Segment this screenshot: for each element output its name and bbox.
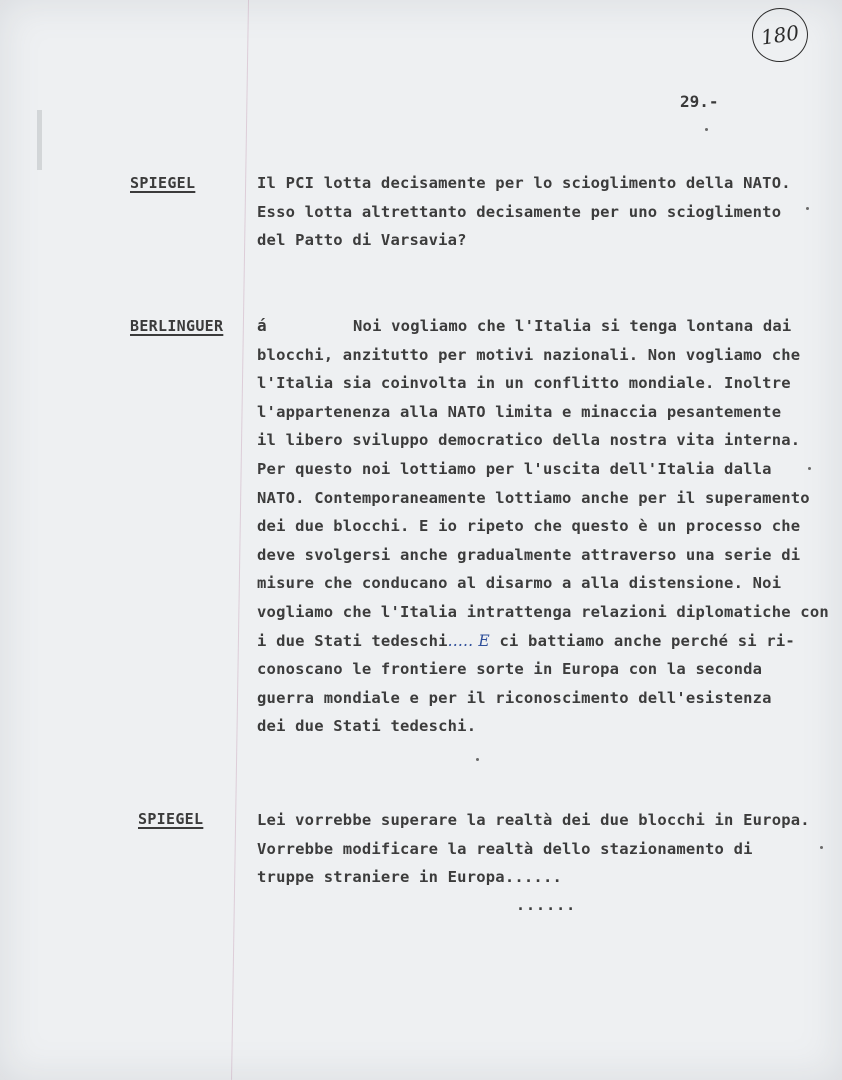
text-line: Vorrebbe modificare la realtà dello stazionamento di bbox=[257, 839, 753, 858]
margin-line bbox=[231, 0, 249, 1080]
text-line: truppe straniere in Europa...... bbox=[257, 868, 563, 887]
text-line: l'Italia sia coinvolta in un conflitto mondiale. Inoltre bbox=[257, 374, 791, 393]
archive-number: 180 bbox=[759, 20, 801, 50]
text-line: Il PCI lotta decisamente per lo scioglimento della NATO. bbox=[257, 174, 791, 192]
text-segment: ci battiamo anche perché si ri- bbox=[489, 631, 795, 650]
archive-number-stamp bbox=[749, 4, 812, 65]
paper-speck bbox=[476, 758, 479, 761]
text-line: Lei vorrebbe superare la realtà dei due blocchi in Europa. bbox=[257, 811, 810, 829]
text-line: l'appartenenza alla NATO limita e minaccia pesantemente bbox=[257, 402, 782, 421]
text-line-with-insert bbox=[257, 627, 842, 656]
text-line: Per questo noi lottiamo per l'uscita dell'Italia dalla bbox=[257, 459, 772, 478]
text-line: dei due blocchi. E io ripeto che questo è un processo che bbox=[257, 517, 801, 536]
speaker-spiegel: SPIEGEL bbox=[130, 174, 196, 192]
paper-edge-mark bbox=[37, 110, 42, 170]
handwritten-insert: ..... E bbox=[447, 631, 490, 650]
trailing-dots: ...... bbox=[516, 896, 577, 914]
text-line: del Patto di Varsavia? bbox=[257, 231, 467, 250]
paper-speck bbox=[808, 467, 811, 470]
paper-speck bbox=[705, 128, 708, 131]
question-block-1 bbox=[257, 169, 842, 255]
text-segment: i due Stati tedeschi bbox=[257, 631, 448, 650]
text-line: blocchi, anzitutto per motivi nazionali. Non vogliamo che bbox=[257, 345, 801, 364]
speaker-berlinguer: BERLINGUER bbox=[130, 317, 224, 335]
page-number: 29.- bbox=[680, 92, 719, 111]
question-block-2 bbox=[257, 806, 842, 892]
text-line: vogliamo che l'Italia intrattenga relazioni diplomatiche con bbox=[257, 602, 829, 621]
typed-mark: á bbox=[257, 316, 267, 335]
text-line: conoscano le frontiere sorte in Europa con la seconda bbox=[257, 660, 763, 679]
text-line: Esso lotta altrettanto decisamente per uno scioglimento bbox=[257, 202, 782, 221]
paper-speck bbox=[806, 207, 809, 210]
text-line: misure che conducano al disarmo a alla distensione. Noi bbox=[257, 574, 782, 593]
text-line: guerra mondiale e per il riconoscimento dell'esistenza bbox=[257, 688, 772, 707]
paper-speck bbox=[820, 846, 823, 849]
text-line: NATO. Contemporaneamente lottiamo anche per il superamento bbox=[257, 488, 810, 507]
answer-block bbox=[257, 312, 842, 741]
text-line: Noi vogliamo che l'Italia si tenga lontana dai bbox=[353, 317, 792, 335]
text-line: il libero sviluppo democratico della nostra vita interna. bbox=[257, 431, 801, 450]
text-line: dei due Stati tedeschi. bbox=[257, 717, 477, 736]
text-line: deve svolgersi anche gradualmente attraverso una serie di bbox=[257, 545, 801, 564]
speaker-spiegel-2: SPIEGEL bbox=[138, 810, 204, 828]
